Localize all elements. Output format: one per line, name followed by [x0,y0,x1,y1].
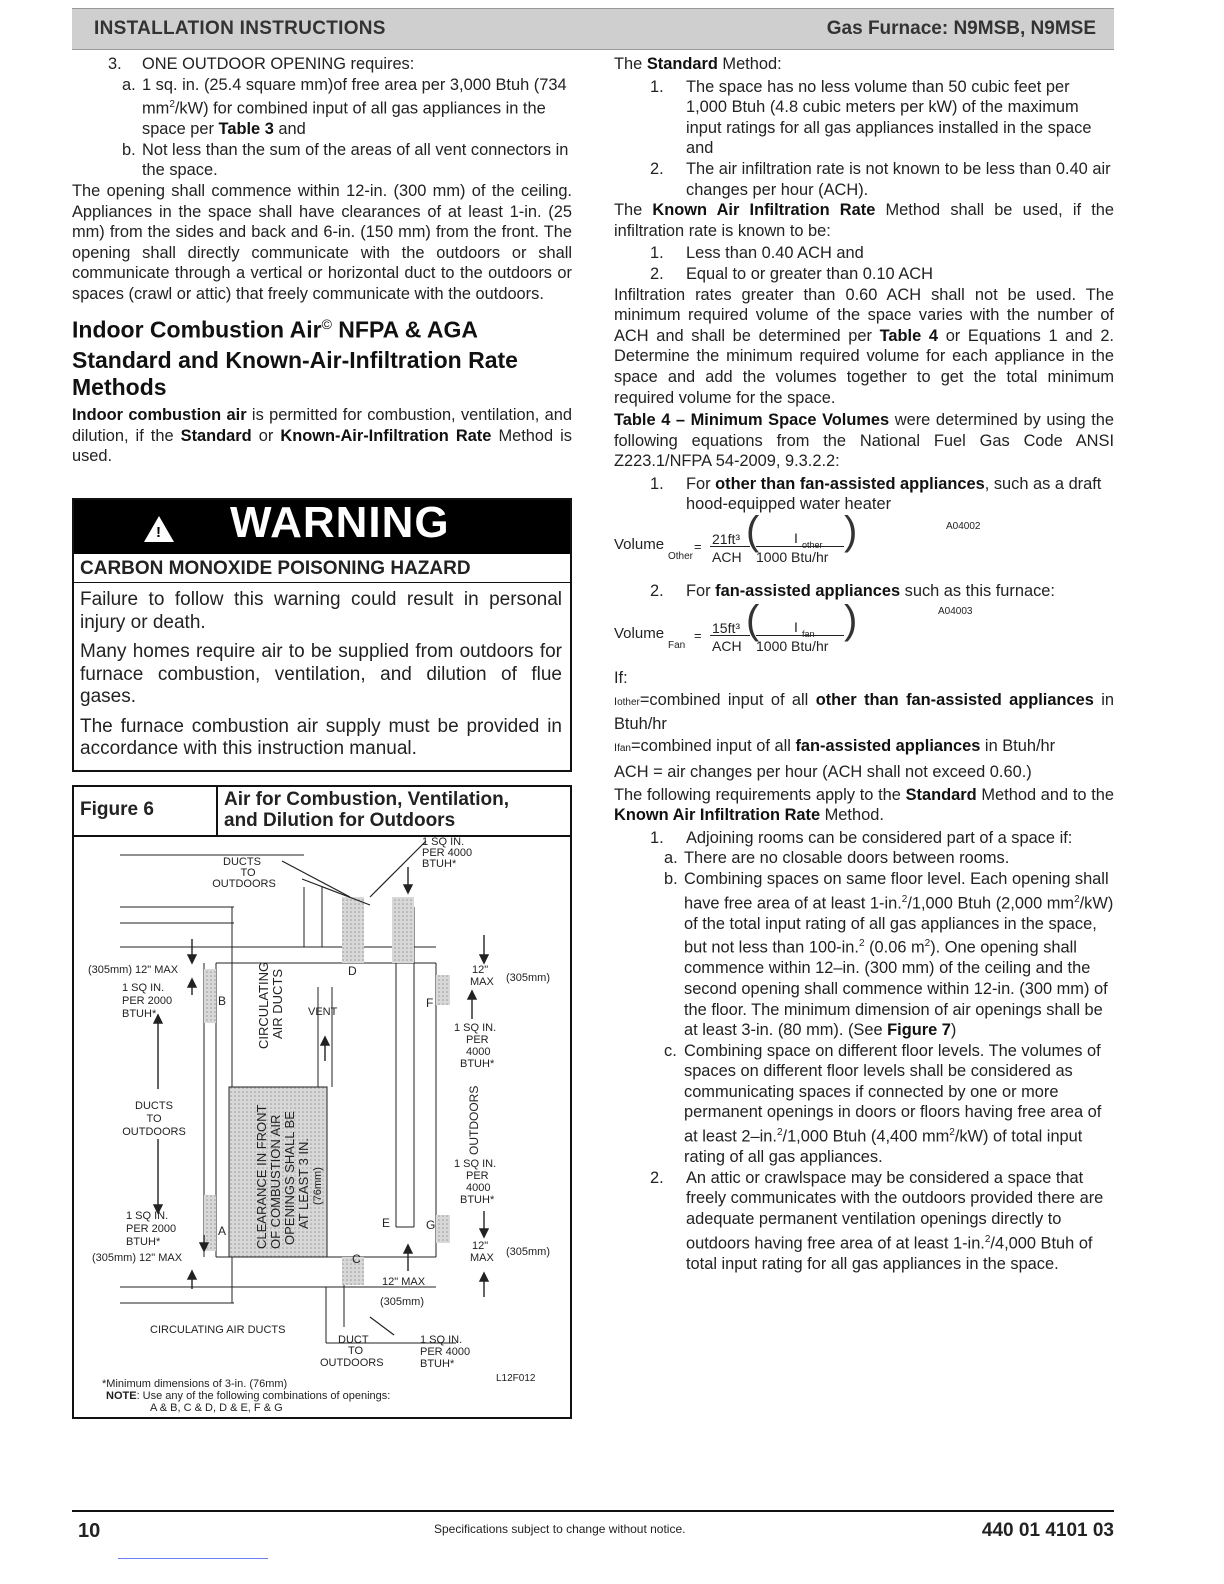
eq-numerator: 21ft³ [712,531,741,548]
paragraph [72,405,572,467]
equation-2 [614,597,1114,668]
circulating-air-ducts-label: CIRCULATING AIR DUCTS [150,1324,286,1336]
eq-idenominator: 1000 Btu/hr [756,549,829,566]
text-run: Method: [717,55,782,73]
text-run: For [686,582,716,601]
letter-d: D [348,964,357,978]
list-number: 3. [108,55,122,73]
list-text [686,1168,1114,1274]
figure-6 [72,785,572,1419]
text-run: Combining spaces on same floor level. Each opening shall have free area of at least 1-in. [684,870,1109,913]
mid-12-max: 12" MAX [382,1276,426,1288]
vent-label: VENT [308,1006,338,1018]
eq-sub: Fan [668,639,686,651]
right-305-top: (305mm) [506,972,551,984]
label-line: 1 SQ IN. [126,1210,169,1222]
list-number: a. [664,849,678,868]
list-item [614,848,1114,869]
paragraph: The opening shall commence within 12-in. (300 mm) of the ceiling. Appliances in the space shall have clearances of at least 1-in. (25 mm) from the sides and back and 6-in. (150 mm) from the front. The opening shall directly communicate with the outdoors or shall communicate through a vertical or horizontal duct to the outdoors or spaces (crawl or attic) that freely communicate with the outdoors. [72,182,572,303]
superscript: 2 [984,1233,991,1245]
letter-f: F [426,996,434,1010]
heading-text: Indoor Combustion Air [72,316,322,343]
eq-volume: Volume [614,536,665,554]
paren-right: ) [844,509,858,554]
bold-text: Known Air Infiltration Rate [614,806,821,825]
label-line: 1 SQ IN. [454,1022,497,1034]
page-header [72,8,1114,50]
label-line: AT LEAST 3 IN. [296,1137,311,1229]
list-item [614,474,1114,515]
label-line: 1 SQ IN. [420,1334,463,1346]
right-305-bot: (305mm) [506,1246,551,1258]
list-text: Equal to or greater than 0.10 ACH [686,264,933,283]
letter-c: C [352,1252,361,1266]
list-number: 2. [650,582,664,601]
label-line: 4000 [466,1182,491,1194]
list-item [72,140,572,181]
list-text: The space has no less volume than 50 cubic feet per 1,000 Btuh (4.8 cubic meters per kW) of the maximum input ratings for all gas appliances installed in the space and [686,77,1092,158]
label-line: OUTDOORS [320,1357,384,1369]
paragraph: Iother=combined input of all other than fan-assisted appliances in Btuh/hr [614,691,1114,733]
right-max-bot: MAX [470,1252,494,1264]
list-item [614,1041,1114,1168]
label-line: OUTDOORS [122,1126,186,1138]
text-run: is permitted for combustion, ventilation, and dilution, if the [72,406,572,445]
list-text [684,1041,1114,1168]
bold-text: other than fan-assisted appliances [715,474,985,493]
text-run: /kW) of total input rating of all gas appliances. [684,1127,1083,1167]
sqin-2000-top [122,982,172,1020]
bold-text: fan-assisted appliances [795,737,981,756]
superscript: 2 [901,893,908,905]
circulating-vertical-label [256,962,285,1049]
list-item [614,1168,1114,1274]
equation-1 [614,509,1114,581]
footer-note: Specifications subject to change without notice. [434,1522,686,1536]
list-item [614,159,1114,200]
sqin-top-label [422,836,472,870]
list-text [684,869,1114,1041]
text-run: /1,000 Btuh (4,400 mm [782,1127,950,1146]
text-run: The following requirements apply to the [614,785,906,804]
warning-body [74,583,570,761]
left-dim-bot: (305mm) 12" MAX [92,1252,183,1264]
list-number: 1. [650,244,664,263]
label-line: (76mm) [312,1167,324,1205]
text-run: Method and to the [976,785,1115,804]
label-line: DUCTS [135,1100,173,1112]
list-item [72,54,572,75]
label-line: CLEARANCE IN FRONT [254,1104,269,1249]
text-run: ) [950,1021,957,1040]
text-run: Method. [820,806,884,825]
list-text [686,581,1055,602]
superscript: 2 [949,1127,955,1139]
text-run: (0.06 m [864,938,925,957]
warning-box [72,498,572,772]
text-run: Combining space on different floor levels. The volumes of spaces on different floor levels shall be considered as communicating spaces if connected by one or more permanent openings in doors or floors having free area of at least 2–in. [684,1041,1102,1146]
eq-isub: other [802,540,823,551]
list-item [614,264,1114,285]
text-run: For [686,474,716,493]
superscript: 2 [924,938,931,950]
eq-code: A04002 [946,521,981,533]
copyright-symbol: © [321,315,332,332]
figure-combos: A & B, C & D, D & E, F & G [150,1402,283,1414]
text-run: /4,000 Btuh of total input rating for all gas appliances in the space. [686,1233,1093,1273]
paragraph: If: [614,668,628,687]
outdoors-vertical-label: OUTDOORS [467,1085,481,1155]
paragraph [614,785,1114,826]
label-line: OUTDOORS [212,878,276,890]
figure-title-line: and Dilution for Outdoors [224,810,456,831]
text-run: ). One opening shall commence within 12–in. (300 mm) of the ceiling and the second opening shall commence within 12-in. (300 mm) of the floor. The minimum dimension of air openings shall be at least 3-in. (80 mm). (See [684,938,1108,1040]
sqin-right-f [454,1022,496,1070]
label-line: CIRCULATING [256,961,271,1049]
figure-title-line: Air for Combustion, Ventilation, [224,789,509,810]
opening-f-duct [392,897,414,963]
label-line: TO [146,1113,162,1125]
list-number: a. [122,75,136,94]
list-text: ONE OUTDOOR OPENING requires: [142,55,415,73]
letter-a: A [218,1224,227,1238]
letter-b: B [218,994,227,1008]
sqin-2000-bot [126,1210,176,1248]
list-number: 2. [650,1168,664,1187]
list-text: The air infiltration rate is not known to be less than 0.40 air changes per hour (ACH). [686,159,1111,199]
header-product: Gas Furnace: N9MSB, N9MSE [826,18,1096,39]
figure-note [106,1390,390,1402]
paren-left: ( [746,509,760,554]
label-line: TO [240,867,256,879]
text-run: /kW) for combined input of all gas appliances in the space per [142,99,546,139]
letter-e: E [382,1216,391,1230]
label-line: 4000 [466,1046,491,1058]
text-run: Method shall be used, if the infiltration rate is known to be: [614,201,1114,240]
label-line: 1 SQ IN. [122,982,165,994]
label-line: PER [466,1034,489,1046]
list-item [614,869,1114,1041]
label-line: BTUH* [122,1008,157,1020]
text-run: in Btuh/hr [614,691,1114,733]
text-run: Infiltration rates greater than 0.60 ACH shall not be used. The minimum required volume of the space varies with the number of ACH and shall be determined per [614,285,1114,345]
text-run: in Btuh/hr [980,737,1056,756]
list-number: 1. [650,77,664,96]
paragraph: ACH = air changes per hour (ACH shall not exceed 0.60.) [614,763,1032,782]
note-text: : Use any of the following combinations of openings: [136,1390,391,1402]
list-text: Adjoining rooms can be considered part of a space if: [686,828,1073,847]
figure-label: Figure 6 [80,799,154,820]
eq-sub: Other [668,551,694,563]
text-run: Method is used. [72,426,573,466]
list-number: b. [122,140,136,159]
list-number: c. [664,1041,677,1060]
text-run: or [251,426,281,445]
paragraph [614,285,1114,409]
label-line: DUCT [338,1334,369,1346]
paren-right: ) [844,597,858,642]
eq-volume: Volume [614,624,665,642]
eq-denominator: ACH [712,637,742,654]
opening-f [436,975,450,1005]
bold-text: Known-Air-Infiltration Rate [280,426,492,445]
paragraph [614,200,1114,241]
sqin-bottom-label [420,1334,470,1370]
text-run: The [614,55,647,73]
table-ref: Table 3 [218,120,274,139]
warning-banner [74,500,570,554]
superscript: 2 [858,938,865,950]
list-item [72,75,572,140]
warning-text: Many homes require air to be supplied from outdoors for furnace combustion, ventilation, and dilution of flue gases. [80,641,562,707]
list-number: 1. [650,474,664,493]
label-line: OPENINGS SHALL BE [282,1111,297,1245]
warning-text: The furnace combustion air supply must be provided in accordance with this instruction manual. [80,715,562,759]
label-line: PER 4000 [422,847,473,859]
bold-text: Indoor combustion air [72,406,247,425]
right-column [614,54,1114,1274]
bold-text: Standard [905,785,977,804]
opening-b [204,969,216,1023]
mid-305: (305mm) [380,1296,425,1308]
text-run: or Equations 1 and 2. Determine the minimum required volume for each appliance in the space and add the volumes together to get the total minimum required volume for the space. [614,326,1114,407]
text-run: =combined input of all [639,691,816,710]
page-number: 10 [78,1520,101,1542]
superscript: 2 [169,99,175,111]
section-heading [72,311,572,344]
label-line: TO [348,1345,364,1357]
text-run: /kW) of the total input rating of all gas appliances in the space, but not less than 100-in. [684,894,1114,957]
ducts-left [122,1100,186,1138]
paren-left: ( [746,597,760,642]
paragraph [614,410,1114,472]
text-run: 1 sq. in. (25.4 square mm)of free area per 3,000 Btuh (734 mm [142,75,567,118]
eq-isub: fan [802,628,815,639]
list-item [614,828,1114,849]
text-run: /1,000 Btuh (2,000 mm [907,894,1075,913]
bold-text: Table 4 [879,326,939,345]
eq-code: A04003 [938,605,973,617]
right-12-top: 12" [472,964,489,976]
label-line: BTUH* [460,1058,495,1070]
right-12-bot: 12" [472,1240,489,1252]
label-line: OF COMBUSTION AIR [268,1114,283,1249]
list-number: 2. [650,264,664,283]
eq-equals: = [694,539,702,555]
label-line: BTUH* [420,1358,455,1370]
list-text: Not less than the sum of the areas of all vent connectors in the space. [142,140,569,180]
eq-idenominator: 1000 Btu/hr [756,637,829,654]
superscript: 2 [1074,893,1080,905]
list-text [142,75,572,140]
opening-g [436,1215,450,1243]
text-run: and [273,120,306,139]
heading-text: NFPA & AGA [331,316,478,343]
text-run: , such as a draft hood-equipped water heater [686,474,1102,514]
text-run: such as this furnace: [900,582,1055,601]
label-line: BTUH* [126,1236,161,1248]
warning-text: Failure to follow this warning could result in personal injury or death. [80,589,562,633]
left-dim-top: (305mm) 12" MAX [88,964,179,976]
list-text: Less than 0.40 ACH and [686,244,864,263]
ducts-to-outdoors-top [212,856,276,890]
figure-footnote: *Minimum dimensions of 3-in. (76mm) [102,1378,288,1390]
list-item [614,581,1114,602]
list-text: There are no closable doors between rooms. [684,849,1010,868]
eq-equals: = [694,627,702,643]
right-max-top: MAX [470,976,494,988]
text-run: were determined by using the following equations from the National Fuel Gas Code ANSI Z223.1/NFPA 54-2009, 9.3.2.2: [614,411,1114,471]
list-number: b. [664,870,678,888]
bold-text: Figure 7 [887,1021,951,1040]
note-label: NOTE [106,1390,137,1402]
paragraph [614,54,1114,75]
label-line: PER 4000 [420,1346,471,1358]
bold-text: fan-assisted appliances [715,582,901,601]
list-number: 2. [650,159,664,178]
bold-text: Standard [646,55,718,73]
bold-text: Known Air Infiltration Rate [652,201,876,220]
left-column [72,54,572,469]
label-line: BTUH* [460,1194,495,1206]
figure-diagram [74,787,570,1417]
eq-numerator: 15ft³ [712,619,741,636]
eq-denominator: ACH [712,549,742,566]
figure-code: L12F012 [496,1373,536,1384]
subscript: fan [617,743,631,755]
subscript: other [617,697,640,709]
label-line: DUCTS [223,856,261,868]
label-line: PER 2000 [122,995,173,1007]
section-heading: Standard and Known-Air-Infiltration Rate Methods [72,347,518,401]
warning-subtitle: CARBON MONOXIDE POISONING HAZARD [74,554,570,583]
opening-d-duct [342,897,364,963]
header-title: INSTALLATION INSTRUCTIONS [94,18,386,39]
document-number: 440 01 4101 03 [981,1520,1114,1541]
eq-i: I [794,530,798,547]
label-line: 1 SQ IN. [422,836,465,848]
label-line: PER [466,1170,489,1182]
bold-text: Table 4 – Minimum Space Volumes [614,411,890,430]
eq-i: I [794,618,798,635]
list-item [614,77,1114,159]
list-number: 1. [650,828,664,847]
warning-title: WARNING [230,498,450,547]
label-line: PER 2000 [126,1223,177,1235]
paragraph: Ifan=combined input of all fan-assisted appliances in Btuh/hr [614,737,1056,756]
label-line: 1 SQ IN. [454,1158,497,1170]
label-line: AIR DUCTS [270,968,285,1039]
link-underline [118,1558,268,1559]
sqin-right-g [454,1158,496,1206]
duct-bottom-label [320,1334,384,1369]
warning-triangle-icon [144,516,174,542]
page-footer [72,1510,1114,1542]
text-run: The [614,201,653,220]
text-run: =combined input of all [630,737,796,756]
letter-g: G [426,1218,436,1232]
bold-text: Standard [180,426,252,445]
superscript: 2 [776,1127,783,1139]
bold-text: other than fan-assisted appliances [815,691,1094,710]
list-item [614,243,1114,264]
text-run: An attic or crawlspace may be considered a space that freely communicates with the outdoors provided there are adequate permanent ventilation openings directly to outdoors having free area of at least 1-in. [686,1168,1104,1252]
label-line: BTUH* [422,858,457,870]
